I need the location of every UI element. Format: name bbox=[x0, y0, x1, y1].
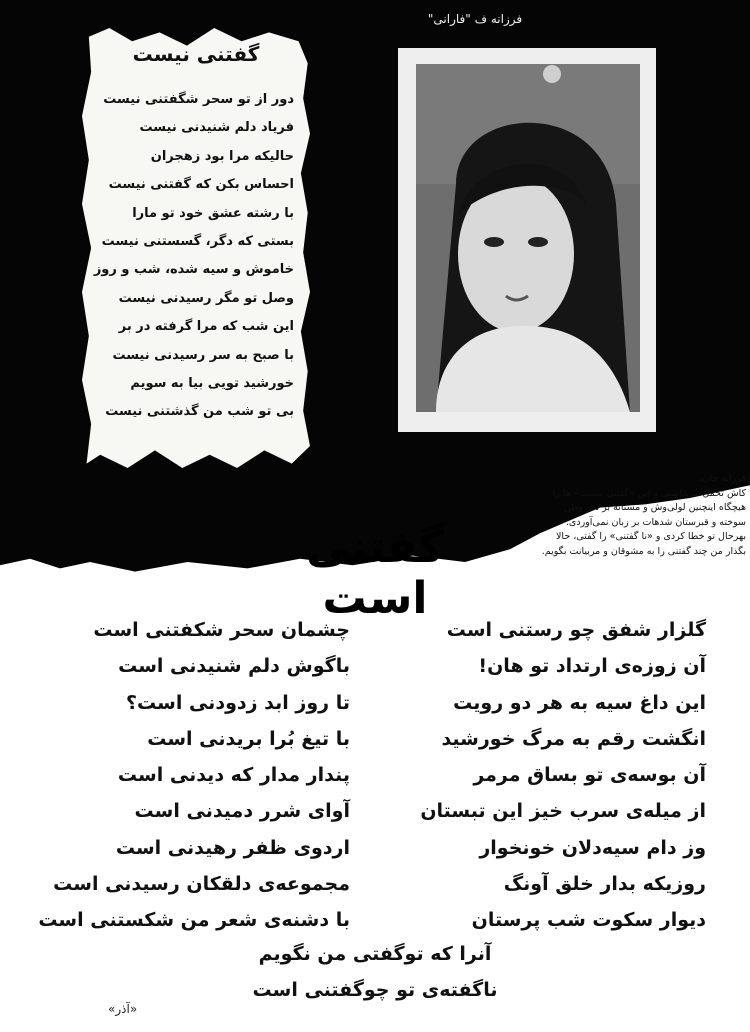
poem-line: مجموعه‌ی دلقکان رسیدنی است bbox=[53, 873, 350, 896]
left-poem-line: فریاد دلم شنیدنی نیست bbox=[139, 120, 294, 136]
poem-closing bbox=[200, 936, 550, 1008]
left-poem-line: احساس بکن که گفتنی نیست bbox=[108, 177, 294, 193]
poem-line: آن بوسه‌ی تو بساق مرمر bbox=[473, 764, 706, 787]
poem-line: اردوی ظفر رهیدنی است bbox=[115, 836, 350, 859]
poem-line: از میله‌ی سرب خیز این تبستان bbox=[420, 800, 706, 823]
poem-line: وز دام سیه‌دلان خونخوار bbox=[479, 836, 706, 859]
poem-line: باگوش دلم شنیدنی است bbox=[118, 655, 350, 678]
note-line: بهرحال تو خطا کردی و «نا گفتنی» را گفتی، حالا bbox=[556, 531, 746, 542]
note-line: سوخته و قبرستان شدهات بر زبان نمی‌آوردی. bbox=[565, 516, 746, 528]
left-poem-line: با صبح به سر رسیدنی نیست bbox=[112, 347, 294, 363]
left-poem-line: وصل تو مگر رسیدنی نیست bbox=[118, 290, 294, 306]
poem-line: با دشنه‌ی شعر من شکستنی است bbox=[38, 909, 350, 932]
poem-line: گلزار شفق چو رستنی است bbox=[446, 619, 706, 641]
note-line: هیچگاه اینچنین لولی‌وش و مستانه بر سر وطن bbox=[563, 502, 746, 513]
poem-line: چشمان سحر شکفتنی است bbox=[93, 619, 350, 641]
poem-line: روزیکه بدار خلق آونگ bbox=[503, 873, 706, 896]
left-poem-line: بستی که دگر، گسستنی نیست bbox=[101, 234, 294, 250]
signature: «آذر» bbox=[108, 1002, 138, 1016]
poem-line: این داغ سیه به هر دو رویت bbox=[453, 691, 706, 714]
poem-closing-line: ناگفته‌ی تو چوگفتنی است bbox=[252, 979, 498, 1001]
poem-left-column bbox=[38, 612, 350, 939]
portrait-illustration bbox=[416, 64, 640, 412]
left-poem-line: این شب که مرا گرفته در بر bbox=[118, 319, 294, 335]
left-poem-line: حالیکه مرا بود زهجران bbox=[150, 148, 294, 164]
left-poem-title: گفتنی نیست bbox=[132, 42, 260, 66]
poem-closing-line: آنرا که توگفتی من نگویم bbox=[258, 943, 492, 965]
note-line: بگذار من چند گفتنی را به مشوقان و مربیانت بگویم. bbox=[541, 545, 746, 557]
poem-line: آن زوزه‌ی ارتداد تو هان! bbox=[478, 655, 706, 678]
poem-line: انگشت رقم به مرگ خورشید bbox=[441, 727, 706, 750]
poem-line: با تیغ بُرا بریدنی است bbox=[147, 727, 350, 750]
poem-line: دیوار سکوت شب پرستان bbox=[471, 909, 706, 932]
poem-right-column bbox=[406, 612, 706, 939]
note-line: کاش تحمل می‌داشتی و این «گفتنی نیست» ها را bbox=[552, 487, 746, 499]
left-poem-line: با رشته عشق خود تو مارا bbox=[132, 205, 294, 221]
author-caption: فرزانه ف "فارانی" bbox=[427, 12, 523, 26]
main-poem-title: گفتنی است bbox=[306, 522, 444, 624]
note-line: فرزانه جان، bbox=[699, 473, 746, 484]
editor-note bbox=[522, 472, 746, 559]
poem-line: آوای شرر دمیدنی است bbox=[134, 800, 350, 823]
left-poem-line: بی تو شب من گذشتنی نیست bbox=[105, 404, 294, 420]
left-poem-line: خاموش و سیه شده، شب و روز bbox=[93, 262, 294, 278]
poem-line: تا روز ابد زدودنی است؟ bbox=[126, 691, 350, 714]
portrait-photo bbox=[416, 64, 640, 412]
left-poem-line: دور از تو سحر شگفتنی نیست bbox=[103, 92, 294, 107]
poem-line: پندار مدار که دیدنی است bbox=[117, 764, 350, 787]
left-poem-line: خورشید تویی بیا به سویم bbox=[130, 376, 294, 392]
left-poem bbox=[94, 86, 294, 427]
